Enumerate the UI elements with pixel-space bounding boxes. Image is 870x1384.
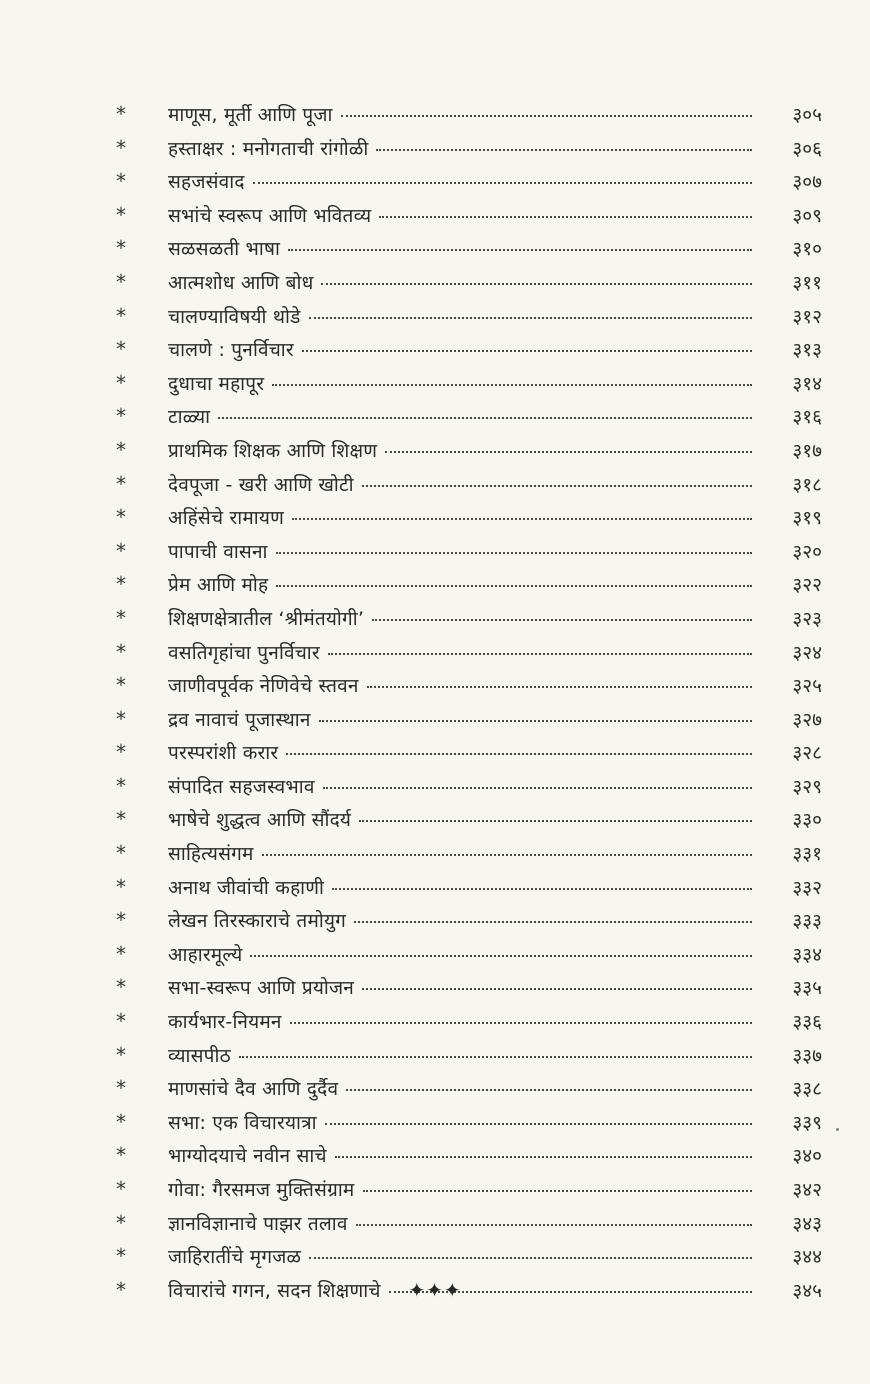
asterisk-bullet-icon: *: [116, 874, 126, 899]
toc-entry-page-number: ३४५: [792, 1279, 822, 1302]
toc-entry-page-number: ३१९: [792, 507, 822, 530]
dot-leader: [325, 1121, 752, 1125]
toc-entry-page-number: ३४२: [792, 1179, 822, 1201]
toc-entry-page-number: ३३१: [792, 843, 822, 866]
asterisk-bullet-icon: *: [116, 370, 126, 395]
asterisk-bullet-icon: *: [116, 1009, 126, 1034]
dot-leader: [359, 818, 752, 822]
table-of-contents: [110, 98, 822, 1307]
asterisk-bullet-icon: *: [116, 1076, 126, 1101]
dot-leader: [323, 785, 752, 789]
toc-entry-title: प्राथमिक शिक्षक आणि शिक्षण: [168, 439, 378, 462]
asterisk-bullet-icon: *: [116, 706, 126, 731]
asterisk-bullet-icon: *: [116, 1244, 126, 1269]
toc-entry-page-number: ३०९: [792, 204, 822, 227]
toc-entry-page-number: ३१०: [792, 238, 822, 261]
dot-leader: [335, 1154, 752, 1158]
dot-leader: [290, 1020, 752, 1024]
toc-entry-page-number: ३१४: [792, 372, 822, 395]
dot-leader: [372, 617, 752, 621]
toc-entry: [110, 636, 822, 670]
dot-leader: [309, 1255, 752, 1259]
toc-entry-title: सभा-स्वरूप आणि प्रयोजन: [168, 977, 355, 1000]
toc-entry-page-number: ३२४: [792, 641, 822, 664]
toc-entry: [110, 803, 822, 837]
toc-entry-title: सभांचे स्वरूप आणि भवितव्य: [168, 204, 372, 227]
toc-entry-title: परस्परांशी करार: [168, 742, 279, 765]
toc-entry-page-number: ३४३: [792, 1212, 822, 1235]
end-ornament: ✦✦✦: [408, 1278, 462, 1302]
toc-entry-title: पापाची वासना: [168, 540, 268, 563]
dot-leader: [309, 315, 752, 319]
toc-entry-title: माणसांचे दैव आणि दुर्दैव: [168, 1078, 339, 1101]
toc-entry-title: विचारांचे गगन, सदन शिक्षणाचे: [168, 1279, 381, 1302]
toc-entry-page-number: ३१७: [792, 439, 822, 462]
asterisk-bullet-icon: *: [116, 673, 126, 698]
toc-entry: [110, 1072, 822, 1106]
toc-entry-page-number: ३४४: [792, 1246, 822, 1269]
toc-entry: [110, 199, 822, 233]
asterisk-bullet-icon: *: [116, 102, 126, 126]
toc-entry-title: अहिंसेचे रामायण: [168, 507, 285, 530]
asterisk-bullet-icon: *: [116, 538, 126, 563]
toc-entry-title: आत्मशोध आणि बोध: [168, 271, 314, 294]
toc-entry-title: अनाथ जीवांची कहाणी: [168, 876, 325, 899]
dot-leader: [218, 415, 752, 419]
toc-entry-title: साहित्यसंगम: [168, 843, 254, 866]
asterisk-bullet-icon: *: [116, 572, 126, 597]
toc-entry: [110, 468, 822, 502]
toc-entry: [110, 400, 822, 434]
dot-leader: [321, 281, 752, 285]
toc-entry-title: सहजसंवाद: [168, 171, 245, 194]
asterisk-bullet-icon: *: [116, 437, 126, 462]
toc-entry-page-number: ३११: [792, 271, 822, 294]
toc-entry-title: संपादित सहजस्वभाव: [168, 775, 315, 798]
asterisk-bullet-icon: *: [116, 404, 126, 429]
dot-leader: [376, 147, 752, 151]
toc-entry-page-number: ३३६: [792, 1011, 822, 1034]
asterisk-bullet-icon: *: [116, 941, 126, 966]
dot-leader: [239, 1054, 752, 1058]
toc-entry: [110, 367, 822, 401]
toc-entry: [110, 770, 822, 804]
dot-leader: [286, 751, 752, 755]
asterisk-bullet-icon: *: [116, 135, 126, 160]
toc-entry-title: गोवा: गैरसमज मुक्तिसंग्राम: [168, 1179, 355, 1201]
dot-leader: [250, 953, 752, 957]
dot-leader: [341, 113, 752, 117]
toc-entry-page-number: ३३७: [792, 1044, 822, 1067]
toc-entry-title: लेखन तिरस्काराचे तमोयुग: [168, 910, 347, 933]
toc-entry-title: माणूस, मूर्ती आणि पूजा: [168, 104, 333, 126]
dot-leader: [379, 214, 752, 218]
toc-entry-page-number: ३१२: [792, 305, 822, 328]
toc-entry-title: आहारमूल्ये: [168, 943, 243, 966]
dot-leader: [253, 180, 752, 184]
toc-entry: [110, 434, 822, 468]
toc-entry: [110, 165, 822, 199]
toc-entry: [110, 904, 822, 938]
toc-entry: [110, 98, 822, 132]
dot-leader: [363, 1188, 753, 1192]
dot-leader: [346, 1087, 752, 1091]
dot-leader: [292, 516, 752, 520]
asterisk-bullet-icon: *: [116, 471, 126, 496]
toc-entry: [110, 736, 822, 770]
toc-entry: [110, 266, 822, 300]
asterisk-bullet-icon: *: [116, 303, 126, 328]
toc-entry-title: व्यासपीठ: [168, 1044, 231, 1067]
toc-entry-page-number: ३२८: [792, 742, 822, 765]
toc-entry-page-number: ३३२: [792, 876, 822, 899]
asterisk-bullet-icon: *: [116, 605, 126, 630]
toc-entry: [110, 971, 822, 1005]
toc-entry-title: द्रव नावाचं पूजास्थान: [168, 708, 311, 731]
toc-entry-page-number: ३४०: [792, 1145, 822, 1168]
toc-entry: [110, 333, 822, 367]
asterisk-bullet-icon: *: [116, 1042, 126, 1067]
dot-leader: [356, 1222, 752, 1226]
toc-entry-title: चालण्याविषयी थोडे: [168, 305, 301, 328]
toc-entry: [110, 132, 822, 166]
asterisk-bullet-icon: *: [116, 841, 126, 866]
toc-entry: [110, 1005, 822, 1039]
toc-entry: [110, 501, 822, 535]
toc-entry: [110, 1173, 822, 1207]
toc-entry-title: भाग्योदयाचे नवीन साचे: [168, 1145, 327, 1168]
dot-leader: [302, 348, 752, 352]
toc-entry-title: जाहिरातींचे मृगजळ: [168, 1246, 302, 1269]
toc-entry: [110, 669, 822, 703]
dot-leader: [319, 718, 752, 722]
toc-entry: [110, 1207, 822, 1241]
asterisk-bullet-icon: *: [116, 1143, 126, 1168]
dot-leader: [276, 550, 752, 554]
toc-entry-page-number: ३२७: [792, 708, 822, 731]
toc-entry-title: कार्यभार-नियमन: [168, 1011, 282, 1034]
dot-leader: [276, 583, 752, 587]
asterisk-bullet-icon: *: [116, 740, 126, 765]
dot-leader: [354, 919, 752, 923]
asterisk-bullet-icon: *: [116, 269, 126, 294]
toc-entry-title: देवपूजा - खरी आणि खोटी: [168, 473, 354, 496]
asterisk-bullet-icon: *: [116, 1277, 126, 1302]
dot-leader: [367, 684, 752, 688]
toc-entry: [110, 535, 822, 569]
toc-entry: [110, 837, 822, 871]
toc-entry-title: टाळ्या: [168, 406, 211, 429]
dot-leader: [262, 852, 752, 856]
toc-entry: [110, 938, 822, 972]
toc-entry: [110, 703, 822, 737]
toc-entry-title: जाणीवपूर्वक नेणिवेचे स्तवन: [168, 675, 359, 698]
paper-speck: [836, 1128, 839, 1131]
toc-entry-title: ज्ञानविज्ञानाचे पाझर तलाव: [168, 1212, 348, 1235]
toc-entry: [110, 232, 822, 266]
dot-leader: [332, 886, 752, 890]
asterisk-bullet-icon: *: [116, 639, 126, 664]
dot-leader: [385, 449, 752, 453]
toc-entry: [110, 871, 822, 905]
asterisk-bullet-icon: *: [116, 1177, 126, 1201]
asterisk-bullet-icon: *: [116, 1210, 126, 1235]
toc-entry-page-number: ३०६: [792, 137, 822, 160]
toc-entry-page-number: ३३९: [792, 1111, 822, 1134]
toc-entry-page-number: ३०७: [792, 171, 822, 194]
toc-entry-page-number: ३१८: [792, 473, 822, 496]
asterisk-bullet-icon: *: [116, 908, 126, 933]
asterisk-bullet-icon: *: [116, 975, 126, 1000]
toc-entry-page-number: ३२९: [792, 775, 822, 798]
toc-entry-page-number: ३१३: [792, 339, 822, 362]
asterisk-bullet-icon: *: [116, 807, 126, 832]
toc-entry-title: वसतिगृहांचा पुनर्विचार: [168, 641, 320, 664]
toc-entry-page-number: ३३४: [792, 943, 822, 966]
toc-entry-page-number: ३२३: [792, 607, 822, 630]
toc-entry-page-number: ३३३: [792, 910, 822, 933]
asterisk-bullet-icon: *: [116, 337, 126, 362]
toc-entry-title: चालणे : पुनर्विचार: [168, 339, 294, 362]
dot-leader: [362, 986, 752, 990]
toc-entry-title: भाषेचे शुद्धत्व आणि सौंदर्य: [168, 809, 352, 832]
asterisk-bullet-icon: *: [116, 1109, 126, 1134]
toc-entry-page-number: ३२०: [792, 540, 822, 563]
asterisk-bullet-icon: *: [116, 169, 126, 194]
toc-entry-page-number: ३०५: [792, 104, 822, 126]
dot-leader: [362, 483, 752, 487]
toc-entry: [110, 568, 822, 602]
toc-entry-page-number: ३२२: [792, 574, 822, 597]
toc-entry-page-number: ३३०: [792, 809, 822, 832]
toc-entry-title: सभा: एक विचारयात्रा: [168, 1111, 317, 1134]
toc-entry: [110, 300, 822, 334]
asterisk-bullet-icon: *: [116, 236, 126, 261]
toc-entry-title: हस्ताक्षर : मनोगताची रांगोळी: [168, 137, 369, 160]
toc-entry: [110, 1240, 822, 1274]
toc-entry-title: प्रेम आणि मोह: [168, 574, 269, 597]
toc-entry: [110, 1106, 822, 1140]
toc-entry-title: शिक्षणक्षेत्रातील ‘श्रीमंतयोगी’: [168, 607, 365, 630]
dot-leader: [328, 651, 752, 655]
toc-entry-page-number: ३१६: [792, 406, 822, 429]
toc-entry-title: सळसळती भाषा: [168, 238, 281, 261]
asterisk-bullet-icon: *: [116, 505, 126, 530]
asterisk-bullet-icon: *: [116, 202, 126, 227]
dot-leader: [272, 382, 752, 386]
toc-entry: [110, 1039, 822, 1073]
toc-entry-page-number: ३३५: [792, 977, 822, 1000]
toc-entry: [110, 1139, 822, 1173]
toc-entry-page-number: ३२५: [792, 675, 822, 698]
toc-entry-page-number: ३३८: [792, 1078, 822, 1101]
dot-leader: [288, 247, 752, 251]
asterisk-bullet-icon: *: [116, 773, 126, 798]
toc-entry: [110, 602, 822, 636]
toc-entry-title: दुधाचा महापूर: [168, 372, 265, 395]
